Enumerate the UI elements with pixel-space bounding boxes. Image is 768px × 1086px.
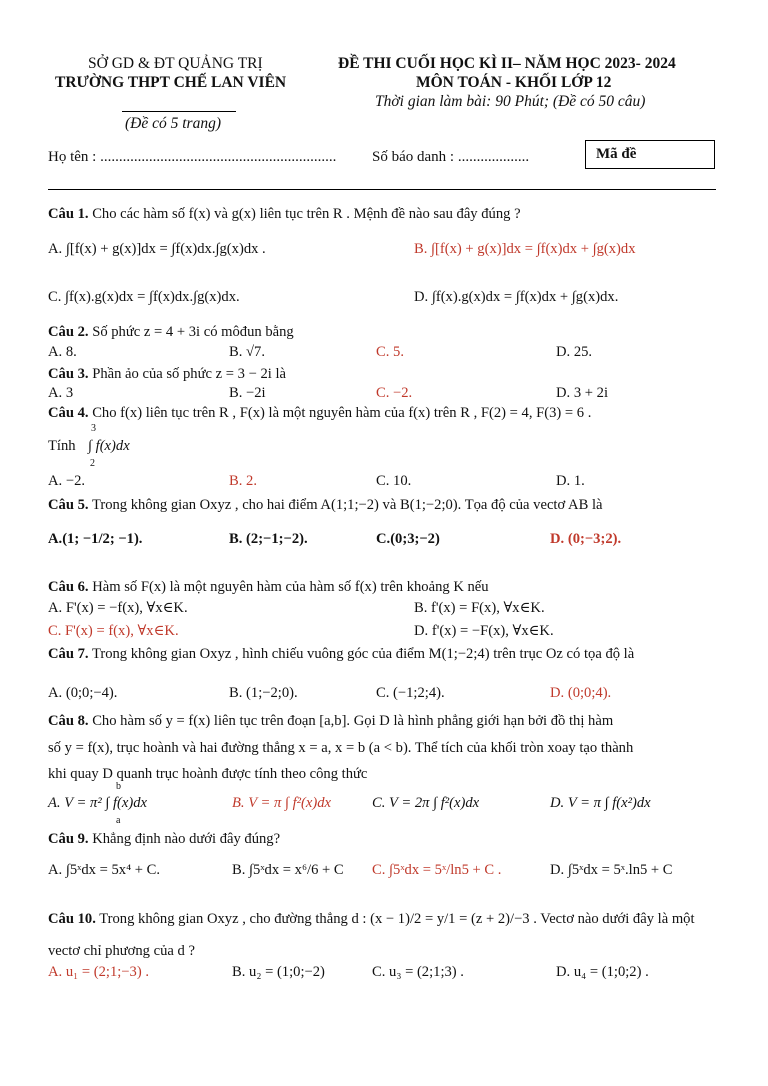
school-name: TRƯỜNG THPT CHẾ LAN VIÊN (55, 74, 287, 91)
sbd-field: Số báo danh : ................... (372, 149, 530, 165)
q10-text-2: vectơ chỉ phương của d ? (48, 943, 195, 959)
q4-option-a: A. −2. (48, 473, 86, 489)
q2-option-b: B. √7. (229, 344, 265, 360)
q10-option-a: A. u₁ = (2;1;−3) . (48, 964, 149, 980)
q8-text-3: khi quay D quanh trục hoành được tính theo công thức (48, 766, 368, 782)
q10-option-c: C. u₃ = (2;1;3) . (372, 964, 464, 980)
question-9: Câu 9. Khẳng định nào dưới đây đúng? (48, 831, 281, 847)
q5-option-d: D. (0;−3;2). (550, 531, 622, 547)
q4-lower-limit: 2 (90, 458, 95, 469)
page-count: (Đề có 5 trang) (125, 115, 221, 132)
dept-name: SỞ GD & ĐT QUẢNG TRỊ (88, 55, 263, 72)
q7-option-a: A. (0;0;−4). (48, 685, 118, 701)
question-6: Câu 6. Hàm số F(x) là một nguyên hàm của hàm số f(x) trên khoảng K nếu (48, 579, 489, 595)
q9-option-d: D. ∫5ˣdx = 5ˣ.ln5 + C (550, 862, 673, 878)
divider (122, 111, 236, 112)
q3-option-d: D. 3 + 2i (556, 385, 609, 401)
question-8: Câu 8. Cho hàm số y = f(x) liên tục trên đoạn [a,b]. Gọi D là hình phẳng giới hạn bởi đồ thị hàm (48, 713, 614, 729)
q3-option-a: A. 3 (48, 385, 74, 401)
q4-upper-limit: 3 (91, 423, 96, 434)
q9-option-c: C. ∫5ˣdx = 5ˣ/ln5 + C . (372, 862, 502, 878)
q7-option-c: C. (−1;2;4). (376, 685, 445, 701)
q6-option-d: D. f'(x) = −F(x), ∀x∈K. (414, 623, 554, 639)
q8-option-d: D. V = π ∫ f(x²)dx (550, 795, 651, 811)
q5-option-a: A.(1; −1/2; −1). (48, 531, 143, 547)
q8-option-b: B. V = π ∫ f²(x)dx (232, 795, 332, 811)
question-5: Câu 5. Trong không gian Oxyz , cho hai điểm A(1;1;−2) và B(1;−2;0). Tọa độ của vectơ AB là (48, 497, 603, 513)
q8-limit-a: a (116, 815, 121, 826)
q1-option-a: A. ∫[f(x) + g(x)]dx = ∫f(x)dx.∫g(x)dx . (48, 241, 266, 257)
q1-option-d: D. ∫f(x).g(x)dx = ∫f(x)dx + ∫g(x)dx. (414, 289, 619, 305)
q8-option-a: A. V = π² ∫ f(x)dx (48, 795, 148, 811)
exam-code-label: Mã đề (596, 146, 637, 162)
question-2: Câu 2. Số phức z = 4 + 3i có môđun bằng (48, 324, 294, 340)
q8-text-2: số y = f(x), trục hoành và hai đường thẳng x = a, x = b (a < b). Thể tích của khối tròn xoay tạo thành (48, 740, 634, 756)
q4-option-c: C. 10. (376, 473, 412, 489)
q9-option-b: B. ∫5ˣdx = x⁶/6 + C (232, 862, 344, 878)
q9-option-a: A. ∫5ˣdx = 5x⁴ + C. (48, 862, 161, 878)
question-10: Câu 10. Trong không gian Oxyz , cho đường thẳng d : (x − 1)/2 = y/1 = (z + 2)/−3 . Vectơ nào dưới đây là một (48, 911, 695, 927)
q7-option-d: D. (0;0;4). (550, 685, 612, 701)
q5-option-b: B. (2;−1;−2). (229, 531, 308, 547)
q4-integral: ∫ f(x)dx (88, 438, 130, 454)
q4-option-b: B. 2. (229, 473, 257, 489)
q8-option-c: C. V = 2π ∫ f²(x)dx (372, 795, 480, 811)
question-7: Câu 7. Trong không gian Oxyz , hình chiếu vuông góc của điểm M(1;−2;4) trên trục Oz có tọa độ là (48, 646, 635, 662)
q1-option-c: C. ∫f(x).g(x)dx = ∫f(x)dx.∫g(x)dx. (48, 289, 240, 305)
q10-option-b: B. u₂ = (1;0;−2) (232, 964, 325, 980)
q2-option-c: C. 5. (376, 344, 404, 360)
q7-option-b: B. (1;−2;0). (229, 685, 298, 701)
name-field: Họ tên : ............................................................... (48, 149, 337, 165)
q6-option-b: B. f'(x) = F(x), ∀x∈K. (414, 600, 545, 616)
q6-option-a: A. F'(x) = −f(x), ∀x∈K. (48, 600, 188, 616)
q1-option-b: B. ∫[f(x) + g(x)]dx = ∫f(x)dx + ∫g(x)dx (414, 241, 636, 257)
q3-option-b: B. −2i (229, 385, 266, 401)
q4-option-d: D. 1. (556, 473, 585, 489)
q5-option-c: C.(0;3;−2) (376, 531, 440, 547)
header-rule (48, 189, 716, 190)
exam-title: ĐỀ THI CUỐI HỌC KÌ II– NĂM HỌC 2023- 2024 (338, 55, 676, 72)
q8-limit-b: b (116, 781, 121, 792)
q10-option-d: D. u₄ = (1;0;2) . (556, 964, 649, 980)
question-4: Câu 4. Cho f(x) liên tục trên R , F(x) là một nguyên hàm của f(x) trên R , F(2) = 4, F(3) = 6 . (48, 405, 592, 421)
q3-option-c: C. −2. (376, 385, 413, 401)
q2-option-d: D. 25. (556, 344, 593, 360)
q6-option-c: C. F'(x) = f(x), ∀x∈K. (48, 623, 179, 639)
duration: Thời gian làm bài: 90 Phút; (Đề có 50 câu) (375, 93, 646, 110)
subject: MÔN TOÁN - KHỐI LỚP 12 (416, 74, 612, 91)
q2-option-a: A. 8. (48, 344, 77, 360)
question-1: Câu 1. Cho các hàm số f(x) và g(x) liên tục trên R . Mệnh đề nào sau đây đúng ? (48, 206, 521, 222)
exam-code-box (585, 140, 715, 169)
q4-text-2: Tính (48, 438, 76, 454)
question-3: Câu 3. Phần ảo của số phức z = 3 − 2i là (48, 366, 286, 382)
